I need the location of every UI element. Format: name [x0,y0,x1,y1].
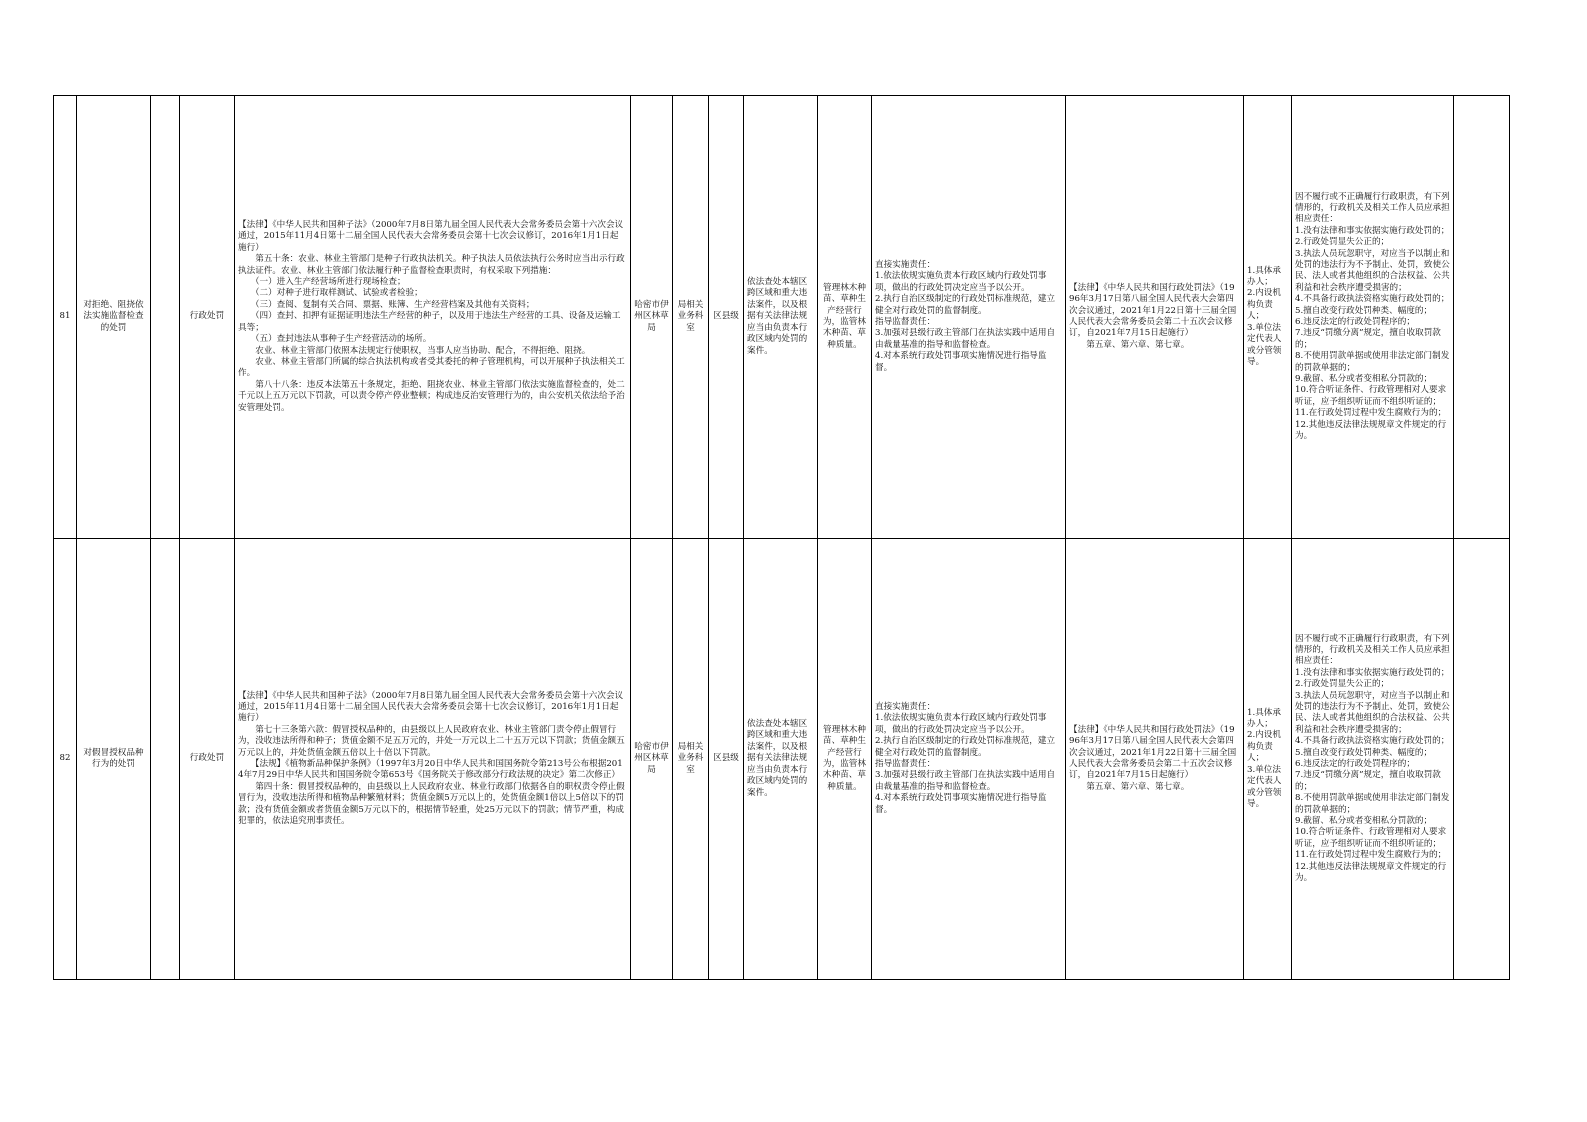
item-number: 82 [54,539,77,980]
legal-basis [235,96,631,539]
liability-line: 8.不使用罚款单据或使用非法定部门制发的罚款单据的； [1295,793,1450,815]
basis-line: 农业、林业主管部门依照本法规定行使职权，当事人应当协助、配合，不得拒绝、阻挠。 [238,345,591,356]
liability-line: 12.其他违反法律法规规章文件规定的行为。 [1295,419,1447,442]
liability-line: 3.执法人员玩忽职守，对应当予以制止和处罚的违法行为不予制止、处罚，致使公民、法人或者其他组织的合法权益、公共利益和社会秩序遭受损害的； [1295,248,1450,293]
duty-line: 4.对本系统行政处罚事项实施情况进行指导监督。 [875,351,1047,373]
duty-line: 2.执行自治区级制定的行政处罚标准规范，建立健全对行政处罚的监督制度。 [875,736,1056,758]
law-line: 【法律】《中华人民共和国行政处罚法》（1996年3月17日第八届全国人民代表大会第四次会议通过，2021年1月22日第十三届全国人民代表大会常务委员会第二十五次会议修订，自2021年7月15日起施行） [1069,724,1237,781]
law-line: 第五章、第六章、第七章。 [1069,781,1190,792]
liability-line: 12.其他违反法律法规规章文件规定的行为。 [1295,861,1447,884]
subject-line: 3.单位法定代表人或分管领导。 [1247,764,1282,809]
liability-line: 6.违反法定的行政处罚程序的； [1295,317,1415,327]
duty-line: 1.依法依规实施负责本行政区域内行政处罚事项，做出的行政处罚决定应当予以公开。 [875,271,1047,293]
administrative-level: 区县级 [709,539,744,980]
sub-item [151,539,180,980]
liability-line: 3.执法人员玩忽职守，对应当予以制止和处罚的违法行为不予制止、处罚，致使公民、法人或者其他组织的合法权益、公共利益和社会秩序遭受损害的； [1295,690,1450,735]
accountability-basis [1066,96,1244,539]
duty-line: 3.加强对县级行政主管部门在执法实践中适用自由裁量基准的指导和监督检查。 [875,770,1056,792]
liability-line: 5.擅自改变行政处罚种类、幅度的； [1295,747,1433,758]
liability-line: 9.截留、私分或者变相私分罚款的； [1295,374,1433,385]
power-category: 行政处罚 [180,539,235,980]
item-name: 对假冒授权品种行为的处罚 [77,539,151,980]
liability-line: 10.符合听证条件、行政管理相对人要求听证，应予组织听证而不组织听证的； [1295,385,1447,407]
liability-line: 7.违反“罚缴分离”规定，擅自收取罚款的； [1295,770,1441,792]
liability-line: 因不履行或不正确履行行政职责，有下列情形的，行政机关及相关工作人员应承担相应责任： [1295,191,1450,225]
liability-line: 6.违反法定的行政处罚程序的； [1295,759,1415,769]
subject-line: 1.具体承办人； [1247,707,1281,730]
administrative-level: 区县级 [709,96,744,539]
liability-line: 4.不具备行政执法资格实施行政处罚的； [1295,294,1450,305]
duty-line: 指导监督责任： [875,317,936,327]
liability-line: 11.在行政处罚过程中发生腐败行为的； [1295,408,1447,419]
enforcement-object: 管理林木种苗、草种生产经营行为，监管林木种苗、草种质量。 [818,539,872,980]
basis-line: 第八十八条：违反本法第五十条规定，拒绝、阻挠农业、林业主管部门依法实施监督检查的，处二千元以上五万元以下罚款，可以责令停产停业整顿；构成违反治安管理行为的，由公安机关依法给予治安管理处罚。 [238,379,625,413]
table-row [54,539,1510,980]
basis-line: （五）查封违法从事种子生产经营活动的场所。 [238,334,432,345]
liability-line: 2.行政处罚显失公正的； [1295,679,1390,690]
basis-line: （二）对种子进行取样测试、试验或者检验； [238,288,423,299]
duty-line: 4.对本系统行政处罚事项实施情况进行指导监督。 [875,793,1047,815]
basis-line: 农业、林业主管部门所属的综合执法机构或者受其委托的种子管理机构，可以开展种子执法相关工作。 [238,356,625,379]
subject-line: 1.具体承办人； [1247,265,1281,288]
power-list-table [53,95,1510,980]
liability-line: 8.不使用罚款单据或使用非法定部门制发的罚款单据的； [1295,351,1450,373]
basis-line: （一）进入生产经营场所进行现场检查； [238,277,406,288]
responsible-subject [1244,539,1292,980]
basis-line: 第五十条：农业、林业主管部门是种子行政执法机关。种子执法人员依法执行公务时应当出示行政执法证件。农业、林业主管部门依法履行种子监督检查职责时，有权采取下列措施： [238,254,625,276]
accountability-basis [1066,539,1244,980]
liability-line: 1.没有法律和事实依据实施行政处罚的； [1295,225,1450,236]
implementing-department: 哈密市伊州区林草局 [631,96,673,539]
basis-line: （四）查封、扣押有证据证明违法生产经营的种子，以及用于违法生产经营的工具、设备及运输工具等； [238,311,621,333]
legal-basis [235,539,631,980]
liability-line: 4.不具备行政执法资格实施行政处罚的； [1295,736,1450,747]
basis-line: 【法律】《中华人民共和国种子法》（2000年7月8日第九届全国人民代表大会常务委员会第十六次会议通过，2015年11月4日第十二届全国人民代表大会常务委员会第十七次会议修订，2016年1月1日起施行） [238,220,624,253]
duty-line: 3.加强对县级行政主管部门在执法实践中适用自由裁量基准的指导和监督检查。 [875,328,1056,350]
liability-line: 9.截留、私分或者变相私分罚款的； [1295,816,1433,827]
responsible-subject [1244,96,1292,539]
basis-line: 【法律】《中华人民共和国种子法》（2000年7月8日第九届全国人民代表大会常务委员会第十六次会议通过，2015年11月4日第十二届全国人民代表大会常务委员会第十七次会议修订，2016年1月1日起施行） [238,690,624,724]
liability-line: 2.行政处罚显失公正的； [1295,237,1390,248]
liability-line: 1.没有法律和事实依据实施行政处罚的； [1295,667,1450,678]
subject-line: 2.内设机构负责人； [1247,730,1281,764]
basis-line: 【法规】《植物新品种保护条例》（1997年3月20日中华人民共和国国务院令第213号公布根据2014年7月29日中华人民共和国国务院令第653号《国务院关于修改部分行政法规的决定》第二次修正） [238,759,623,781]
liability-line: 7.违反“罚缴分离”规定，擅自收取罚款的； [1295,328,1441,350]
subject-line: 3.单位法定代表人或分管领导。 [1247,322,1282,367]
duty-line: 直接实施责任： [875,259,936,270]
duty-line: 2.执行自治区级制定的行政处罚标准规范，建立健全对行政处罚的监督制度。 [875,294,1056,316]
sub-item [151,96,180,539]
subject-line: 2.内设机构负责人； [1247,288,1281,322]
responsibility-items [872,539,1066,980]
duty-line: 1.依法依规实施负责本行政区域内行政处罚事项，做出的行政处罚决定应当予以公开。 [875,713,1047,735]
duty-line: 直接实施责任： [875,701,936,712]
law-line: 【法律】《中华人民共和国行政处罚法》（1996年3月17日第八届全国人民代表大会第四次会议通过，2021年1月22日第十三届全国人民代表大会常务委员会第二十五次会议修订，自2021年7月15日起施行） [1069,282,1237,339]
accountability-situations [1292,96,1454,539]
basis-line: （三）查阅、复制有关合同、票据、账簿、生产经营档案及其他有关资料； [238,299,535,310]
law-line: 第五章、第六章、第七章。 [1069,339,1190,350]
duty-line: 指导监督责任： [875,759,936,769]
basis-line: 第七十三条第六款：假冒授权品种的，由县级以上人民政府农业、林业主管部门责令停止假冒行为，没收违法所得和种子；货值金额不足五万元的，并处一万元以上二十五万元以下罚款；货值金额五万元以上的，并处货值金额五倍以上十倍以下罚款。 [238,724,625,758]
liability-line: 5.擅自改变行政处罚种类、幅度的； [1295,305,1433,316]
implementing-department: 哈密市伊州区林草局 [631,539,673,980]
accountability-situations [1292,539,1454,980]
basis-line: 第四十条：假冒授权品种的，由县级以上人民政府农业、林业行政部门依据各自的职权责令停止假冒行为，没收违法所得和植物品种繁殖材料；货值金额5万元以上的，处货值金额1倍以上5倍以下的罚款；没有货值金额或者货值金额5万元以下的，根据情节轻重，处25万元以下的罚款；情节严重，构成犯罪的，依法追究刑事责任。 [238,781,625,827]
item-name: 对拒绝、阻挠依法实施监督检查的处罚 [77,96,151,539]
liability-line: 因不履行或不正确履行行政职责，有下列情形的，行政机关及相关工作人员应承担相应责任： [1295,633,1450,667]
enforcement-object: 管理林木种苗、草种生产经营行为，监管林木种苗、草种质量。 [818,96,872,539]
responsible-office: 局相关业务科室 [673,96,709,539]
responsible-office: 局相关业务科室 [673,539,709,980]
liability-line: 11.在行政处罚过程中发生腐败行为的； [1295,850,1447,861]
table-row [54,96,1510,539]
liability-line: 10.符合听证条件、行政管理相对人要求听证，应予组织听证而不组织听证的； [1295,827,1447,849]
enforcement-scope: 依法查处本辖区跨区域和重大违法案件，以及根据有关法律法规应当由负责本行政区域内处罚的案件。 [744,539,818,980]
power-category: 行政处罚 [180,96,235,539]
remark [1454,96,1510,539]
responsibility-items [872,96,1066,539]
remark [1454,539,1510,980]
item-number: 81 [54,96,77,539]
enforcement-scope: 依法查处本辖区跨区域和重大违法案件，以及根据有关法律法规应当由负责本行政区域内处罚的案件。 [744,96,818,539]
